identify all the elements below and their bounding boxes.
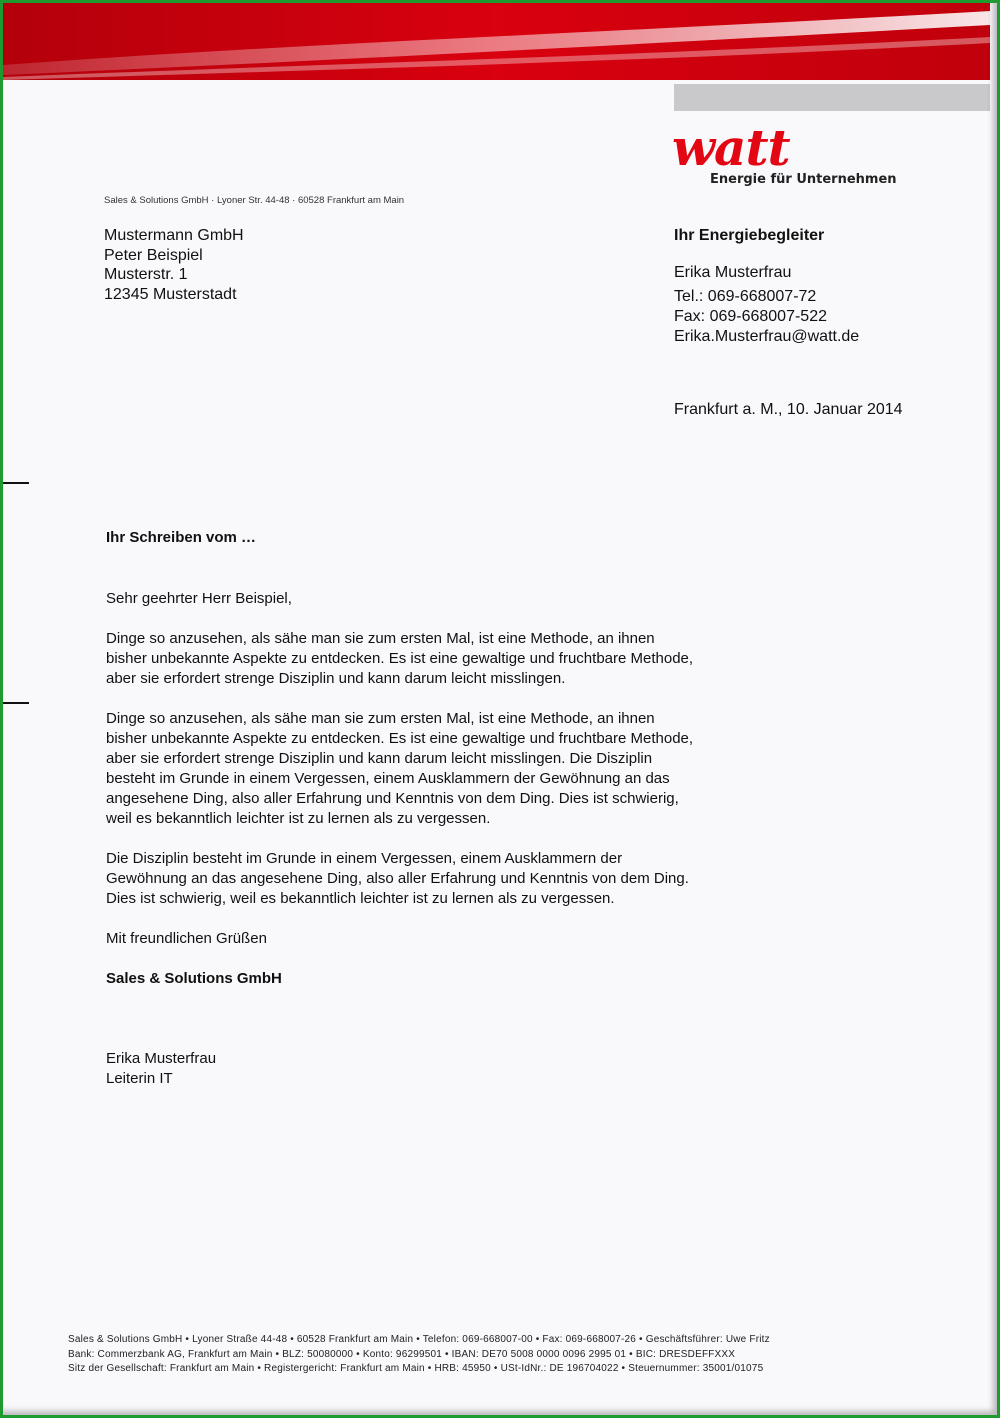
- recipient-address: [104, 226, 244, 304]
- paragraph-1: [106, 629, 746, 689]
- fold-mark: [3, 702, 29, 704]
- header-banner: [3, 3, 990, 80]
- logo-tagline: Energie für Unternehmen: [710, 172, 897, 187]
- recipient-city: 12345 Musterstadt: [104, 285, 237, 303]
- paragraph-line: aber sie erfordert strenge Disziplin und kann darum leicht misslingen.: [106, 670, 566, 687]
- recipient-street: Musterstr. 1: [104, 266, 188, 283]
- logo-wordmark: watt: [672, 118, 790, 177]
- paragraph-line: angesehene Ding, also aller Erfahrung und Kenntnis von dem Ding. Dies ist schwierig,: [106, 790, 679, 807]
- paragraph-line: Gewöhnung an das angesehene Ding, also aller Erfahrung und Kenntnis von dem Ding.: [106, 870, 689, 887]
- paragraph-line: bisher unbekannte Aspekte zu entdecken. Es ist eine gewaltige und fruchtbare Methode,: [106, 730, 694, 747]
- footer-line: Sales & Solutions GmbH • Lyoner Straße 44-48 • 60528 Frankfurt am Main • Telefon: 069-668007-00 • Fax: 069-668007-26 • Geschäftsführer: Uwe Fritz: [68, 1334, 770, 1345]
- paragraph-line: bisher unbekannte Aspekte zu entdecken. Es ist eine gewaltige und fruchtbare Methode,: [106, 650, 694, 667]
- paragraph-2: [106, 709, 746, 829]
- footer-line: Sitz der Gesellschaft: Frankfurt am Main • Registergericht: Frankfurt am Main • HRB: 45950 • USt-IdNr.: DE 196704022 • Steuernummer: 35001/01075: [68, 1363, 764, 1374]
- contact-tel: Tel.: 069-668007-72: [674, 288, 817, 305]
- signature-name: Erika Musterfrau: [106, 1050, 217, 1067]
- closing-company: Sales & Solutions GmbH: [106, 970, 282, 987]
- paragraph-line: weil es bekanntlich leichter ist zu lernen als zu vergessen.: [106, 810, 491, 827]
- paragraph-line: Dinge so anzusehen, als sähe man sie zum ersten Mal, ist eine Methode, an ihnen: [106, 710, 655, 727]
- sender-return-line: Sales & Solutions GmbH · Lyoner Str. 44-48 · 60528 Frankfurt am Main: [104, 195, 405, 206]
- letter-body: [106, 589, 746, 1089]
- salutation: Sehr geehrter Herr Beispiel,: [106, 590, 292, 607]
- paragraph-line: Dies ist schwierig, weil es bekanntlich leichter ist zu lernen als zu vergessen.: [106, 890, 615, 907]
- contact-name: Erika Musterfrau: [674, 264, 792, 281]
- contact-heading: Ihr Energiebegleiter: [674, 227, 825, 244]
- letter-footer: [68, 1333, 770, 1377]
- watt-logo: [672, 118, 912, 192]
- contact-block: [674, 263, 859, 347]
- recipient-name: Peter Beispiel: [104, 246, 203, 264]
- letter-subject: Ihr Schreiben vom …: [106, 529, 257, 546]
- fold-mark: [3, 482, 29, 484]
- signature-title: Leiterin IT: [106, 1070, 173, 1087]
- contact-email[interactable]: Erika.Musterfrau@watt.de: [674, 328, 860, 345]
- header-grey-bar: [674, 84, 990, 111]
- paragraph-line: aber sie erfordert strenge Disziplin und kann darum leicht misslingen. Die Disziplin: [106, 750, 653, 767]
- paragraph-line: Die Disziplin besteht im Grunde in einem Vergessen, einem Ausklammern der: [106, 850, 623, 867]
- footer-line: Bank: Commerzbank AG, Frankfurt am Main • BLZ: 50080000 • Konto: 96299501 • IBAN: DE70 5008 0000 0096 2995 01 • BIC: DRESDEFFXXX: [68, 1348, 736, 1360]
- closing: Mit freundlichen Grüßen: [106, 930, 267, 947]
- contact-fax: Fax: 069-668007-522: [674, 308, 827, 325]
- letter-date: Frankfurt a. M., 10. Januar 2014: [674, 401, 903, 418]
- recipient-company: Mustermann GmbH: [104, 227, 244, 244]
- paragraph-line: Dinge so anzusehen, als sähe man sie zum ersten Mal, ist eine Methode, an ihnen: [106, 630, 655, 647]
- paragraph-line: besteht im Grunde in einem Vergessen, einem Ausklammern der Gewöhnung an das: [106, 770, 670, 787]
- paragraph-3: [106, 849, 746, 909]
